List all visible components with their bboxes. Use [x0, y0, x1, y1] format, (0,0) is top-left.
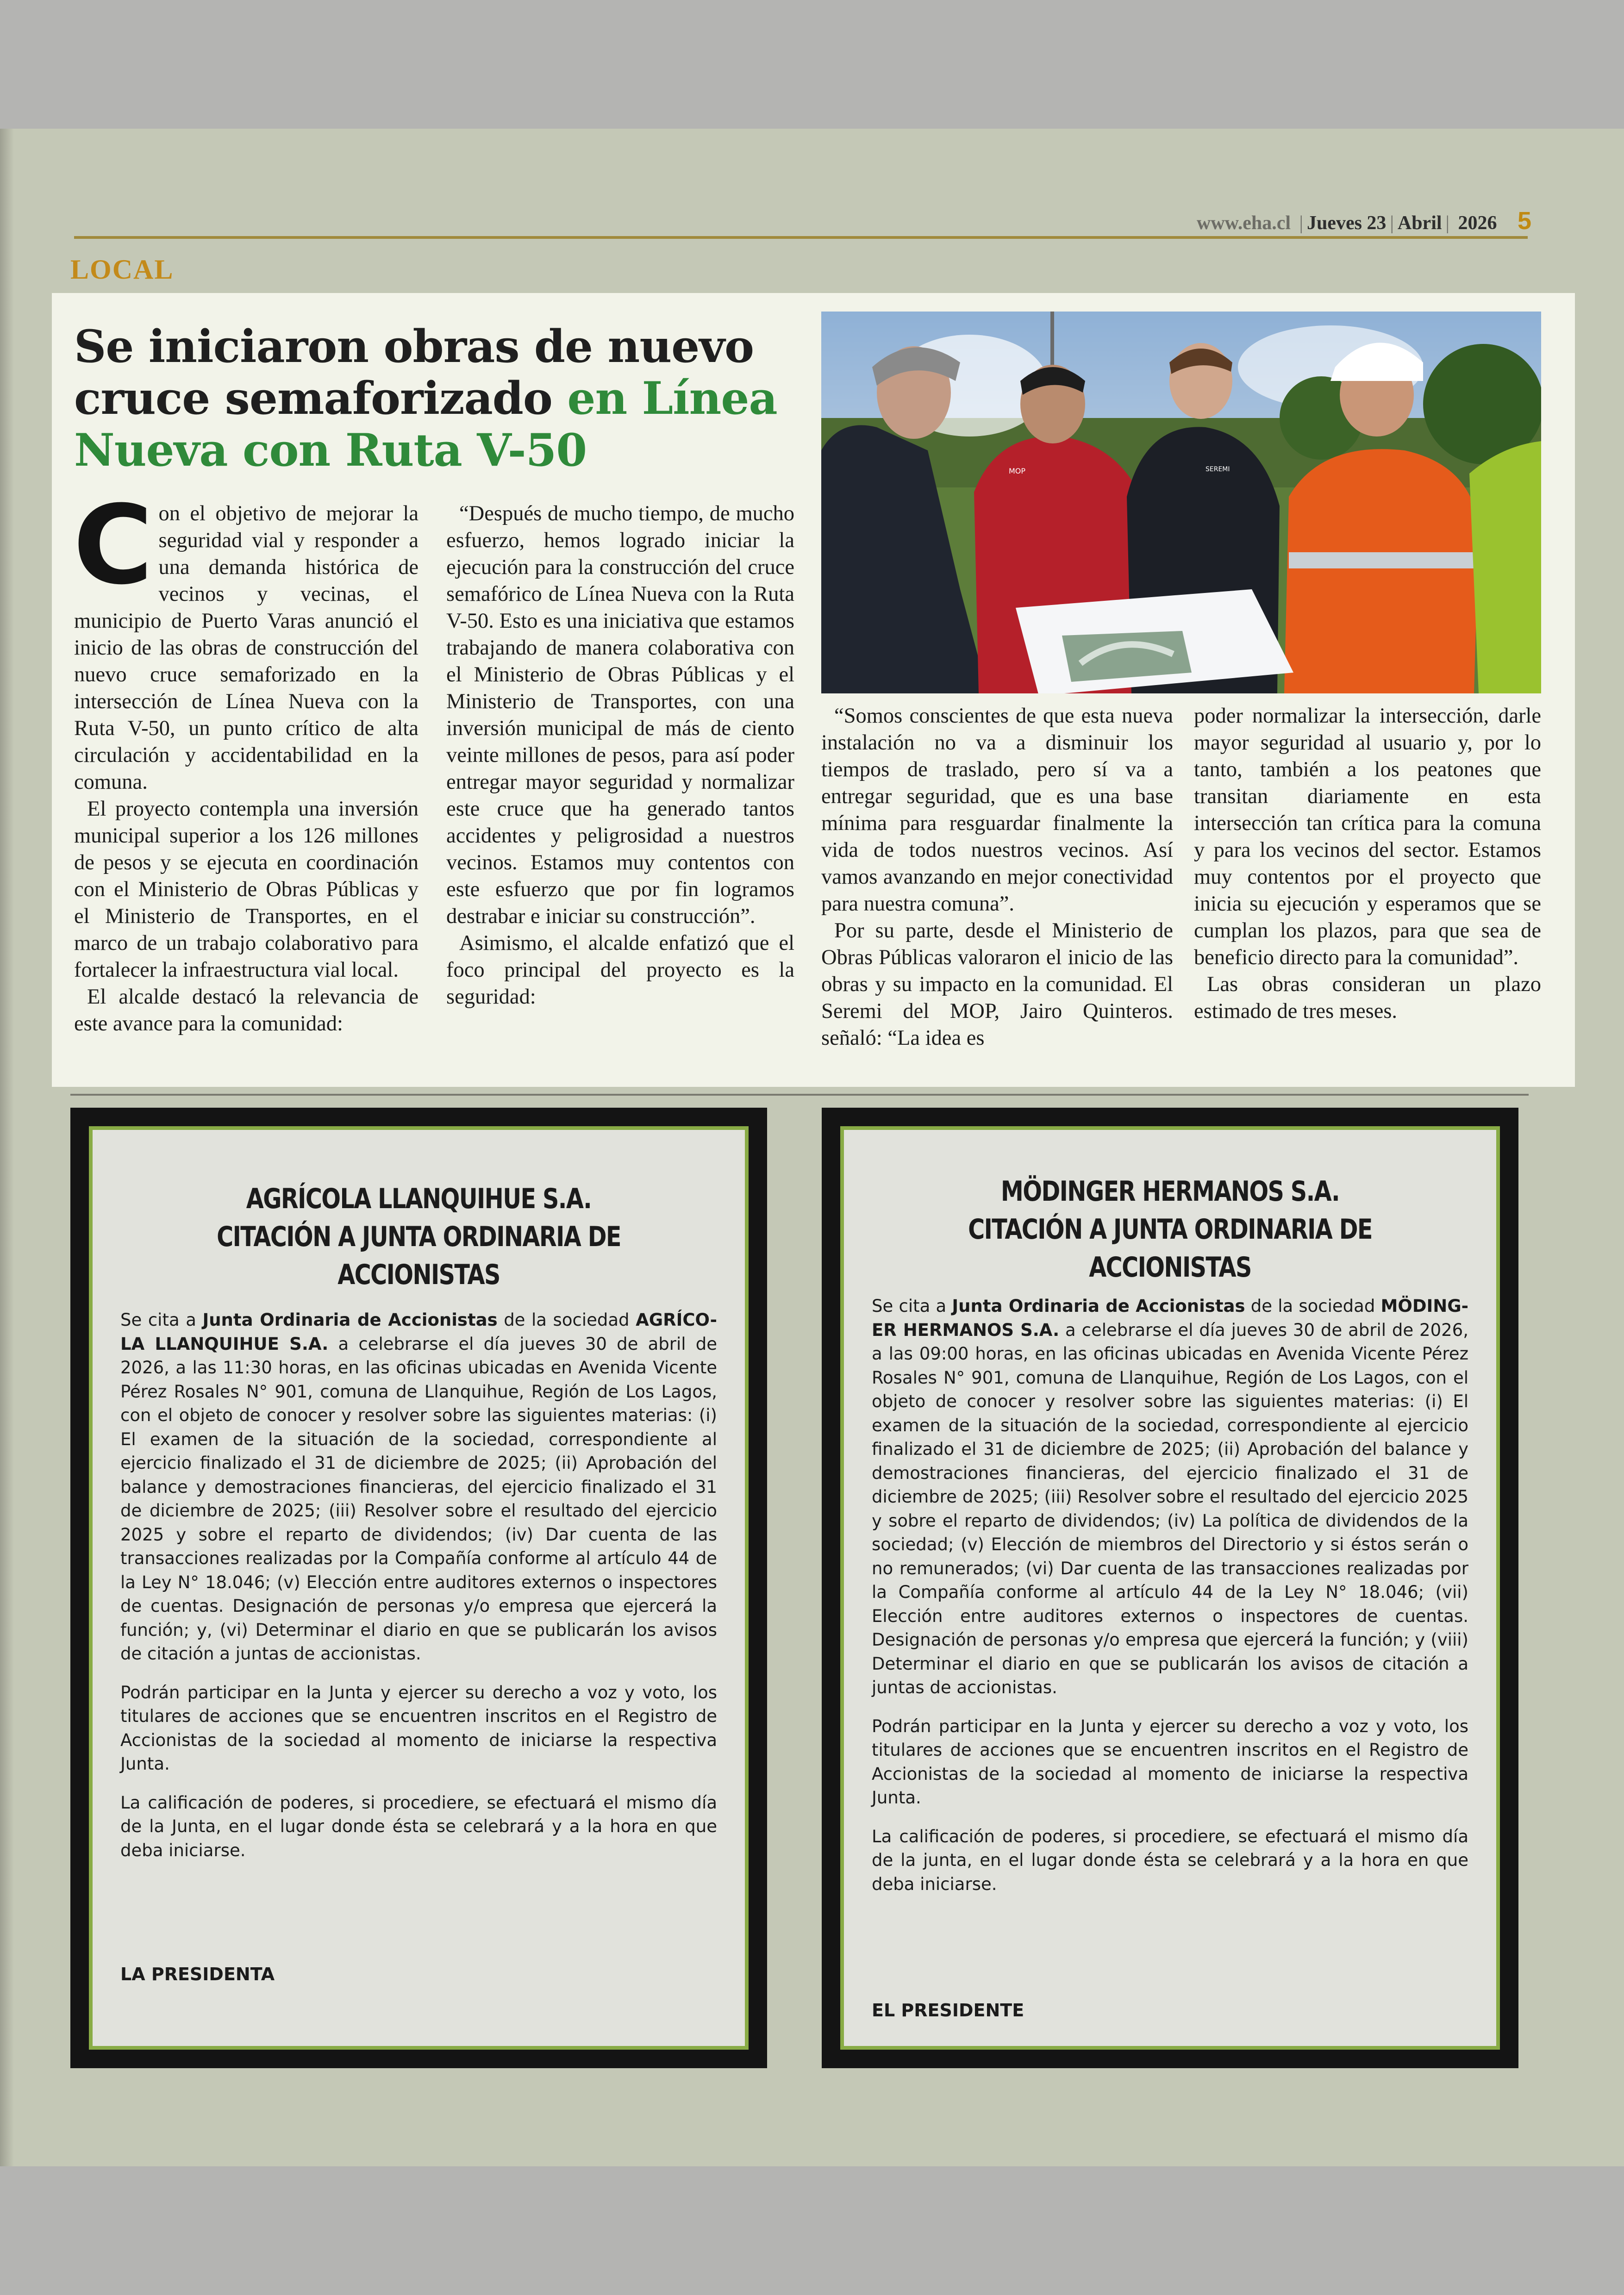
- article-photo: [821, 312, 1541, 693]
- text-run: de la sociedad: [497, 1310, 636, 1330]
- notice-frame: [89, 1126, 749, 2050]
- notice-paragraph: Podrán participar en la Junta y ejercer su derecho a voz y voto, los titulares de acciones que se encuentren inscritos en el Registro de Accionistas de la sociedad al momento de iniciarse la respectiva Junta.: [120, 1682, 717, 1774]
- notice-company: AGRÍCOLA LLANQUIHUE S.A.: [246, 1183, 592, 1215]
- page-folio: [1197, 206, 1531, 235]
- folio-date: Jueves 23: [1306, 212, 1387, 234]
- text-run-bold: MÖDING-ER HERMANOS S.A.: [872, 1296, 1468, 1340]
- section-divider: [70, 1094, 1529, 1096]
- notice-title: [151, 1180, 686, 1294]
- dropcap: C: [73, 482, 153, 609]
- vest-label: MOP: [1009, 467, 1026, 475]
- page-number: 5: [1517, 207, 1531, 235]
- notice-signature: LA PRESIDENTA: [120, 1964, 275, 1984]
- text-run: Se cita a: [872, 1296, 952, 1316]
- header-rule: [74, 236, 1528, 239]
- headline-black: Se iniciaron obras de nuevo cruce semaforizado: [74, 320, 754, 424]
- news-article: [52, 293, 1575, 1087]
- notice-heading: CITACIÓN A JUNTA ORDINARIA DE ACCIONISTAS: [217, 1221, 621, 1291]
- headline-green: en Línea Nueva con Ruta V-50: [74, 372, 777, 476]
- article-column-2: [446, 500, 794, 1010]
- paragraph: Asimismo, el alcalde enfatizó que el foco principal del proyecto es la seguridad:: [446, 931, 794, 1009]
- paragraph: on el objetivo de mejorar la seguridad vial y responder a una demanda histórica de vecinos y vecinas, el municipio de Puerto Varas anunció el inicio de las obras de construcción del nuevo cruce semaforizado en la intersección de Línea Nueva con la Ruta V-50, un punto crítico de alta circulación y accidentabilidad en la comuna.: [74, 502, 418, 794]
- section-label: LOCAL: [70, 254, 174, 285]
- notice-paragraph: La calificación de poderes, si procediere, se efectuará el mismo día de la Junta, en el lugar donde ésta se celebrará y a la hora en que deba iniciarse.: [120, 1792, 717, 1860]
- article-headline: [74, 321, 796, 476]
- text-run: de la sociedad: [1245, 1296, 1381, 1316]
- folio-separator: |: [1299, 212, 1303, 234]
- article-column-4: [1194, 703, 1541, 1025]
- notice-paragraph: [872, 1294, 1468, 1700]
- photo-officials-reviewing-plans: [821, 312, 1541, 693]
- site-url: www.eha.cl: [1197, 212, 1291, 234]
- paragraph: “Después de mucho tiempo, de mucho esfuerzo, hemos logrado iniciar la ejecución para la construcción del cruce semafórico de Línea Nueva con la Ruta V-50. Esto es una iniciativa que estamos trabajando de manera colaborativa con el Ministerio de Obras Públicas y el Ministerio de Transportes, con una inversión municipal de más de ciento veinte millones de pesos, para así poder entregar mayor seguridad y normalizar este cruce que ha generado tantos accidentes y peligrosidad a nuestros vecinos. Estamos muy contentos con este esfuerzo que por fin logramos destrabar e iniciar su construcción”.: [446, 502, 794, 928]
- text-run: a celebrarse el día jueves 30 de abril de 2026, a las 11:30 horas, en las oficinas ubicadas en Avenida Vicente Pérez Rosales N° 901, comuna de Llanquihue, Región de Los Lagos, con el objeto de conocer y resolver sobre las siguientes materias: (i) El examen de la situación de la sociedad, correspondiente al ejercicio finalizado el 31 de diciembre de 2025; (ii) Aprobación del balance y demostraciones financieras, del ejercicio finalizado el 31 de diciembre de 2025; (iii) Resolver sobre el resultado del ejercicio 2025 y sobre el reparto de dividendos; (iv) Dar cuenta de las transacciones realizadas por la Compañía conforme al artículo 44 de la Ley N° 18.046; (v) Elección entre auditores externos o inspectores de cuentas. Designación de personas y/o empresa que ejercerá la función; y, (vi) Determinar el diario en que se publicarán los avisos de citación a juntas de accionistas.: [120, 1334, 717, 1664]
- folio-month: Abril: [1397, 212, 1442, 234]
- paragraph: Por su parte, desde el Ministerio de Obras Públicas valoraron el inicio de las obras y su impacto en la comunidad. El Seremi del MOP, Jairo Quinteros. señaló: “La idea es: [821, 919, 1173, 1050]
- paragraph: El proyecto contempla una inversión municipal superior a los 126 millones de pesos y se ejecuta en coordinación con el Ministerio de Obras Públicas y el Ministerio de Transportes, en el marco de un trabajo colaborativo para fortalecer la infraestructura vial local.: [74, 797, 418, 982]
- paragraph: Las obras consideran un plazo estimado de tres meses.: [1194, 973, 1541, 1023]
- article-column-3: [821, 703, 1173, 1052]
- notice-paragraph: Podrán participar en la Junta y ejercer su derecho a voz y voto, los titulares de acciones que se encuentren inscritos en el Registro de Accionistas de la sociedad al momento de iniciarse la respectiva Junta.: [872, 1716, 1468, 1808]
- text-run-bold: Junta Ordinaria de Accionistas: [202, 1310, 498, 1330]
- notice-paragraph: [120, 1308, 717, 1666]
- article-column-1: [73, 482, 418, 1037]
- paragraph: “Somos conscientes de que esta nueva instalación no va a disminuir los tiempos de traslado, pero sí va a entregar seguridad, que es una base mínima para resguardar finalmente la vida de todos nuestros vecinos. Así vamos avanzando en mejor conectividad para nuestra comuna”.: [821, 704, 1173, 916]
- text-run-bold: AGRÍCO-LA LLANQUIHUE S.A.: [120, 1310, 717, 1354]
- notice-frame: [840, 1126, 1500, 2050]
- notice-paragraph: La calificación de poderes, si procediere, se efectuará el mismo día de la junta, en el lugar donde ésta se celebrará y a la hora en que deba iniciarse.: [872, 1826, 1468, 1894]
- newspaper-page: [0, 129, 1624, 2166]
- paragraph: El alcalde destacó la relevancia de este avance para la comunidad:: [74, 985, 418, 1035]
- folio-separator: |: [1445, 212, 1449, 234]
- notice-signature: EL PRESIDENTE: [872, 2000, 1024, 2021]
- text-run: a celebrarse el día jueves 30 de abril de 2026, a las 09:00 horas, en las oficinas ubicadas en Avenida Vicente Pérez Rosales N° 901, comuna de Llanquihue, Región de Los Lagos, con el objeto de conocer y resolver sobre las siguientes materias: (i) El examen de la situación de la sociedad, correspondiente al ejercicio finalizado el 31 de diciembre de 2025; (ii) Aprobación del balance y demostraciones financieras, del ejercicio finalizado el 31 de diciembre de 2025; (iii) Resolver sobre el resultado del ejercicio 2025 y sobre el reparto de dividendos; (iv) La política de dividendos de la sociedad; (v) Elección de miembros del Directorio y si éstos serán o no remunerados; (vi) Dar cuenta de las transacciones realizadas por la Compañía conforme al artículo 44 de la Ley N° 18.046; (vii) Elección entre auditores externos o inspectores de cuentas. Designación de personas y/o empresa que ejercerá la función; y (viii) Determinar el diario en que se publicarán los avisos de citación a juntas de accionistas.: [872, 1320, 1468, 1697]
- notice-company: MÖDINGER HERMANOS S.A.: [1000, 1175, 1340, 1208]
- text-run: Se cita a: [120, 1310, 203, 1330]
- folio-separator: |: [1390, 212, 1394, 234]
- notice-heading: CITACIÓN A JUNTA ORDINARIA DE ACCIONISTAS: [968, 1213, 1372, 1284]
- badge-text: SEREMI: [1206, 466, 1230, 473]
- notice-body: [120, 1308, 717, 1877]
- paragraph: poder normalizar la intersección, darle mayor seguridad al usuario y, por lo tanto, también a los peatones que transitan diariamente en esta intersección tan crítica para la comuna y para los vecinos del sector. Estamos muy contentos por el proyecto que inicia su ejecución y esperamos que se cumplan los plazos, para que sea de beneficio directo para la comunidad”.: [1194, 704, 1541, 969]
- notice-modinger-hermanos: [822, 1108, 1518, 2068]
- page-edge-shadow: [0, 129, 14, 2166]
- folio-year: 2026: [1458, 212, 1497, 234]
- notice-agricola-llanquihue: [70, 1108, 767, 2068]
- notice-title: [903, 1172, 1437, 1286]
- text-run-bold: Junta Ordinaria de Accionistas: [952, 1296, 1245, 1316]
- notice-body: [872, 1294, 1468, 1911]
